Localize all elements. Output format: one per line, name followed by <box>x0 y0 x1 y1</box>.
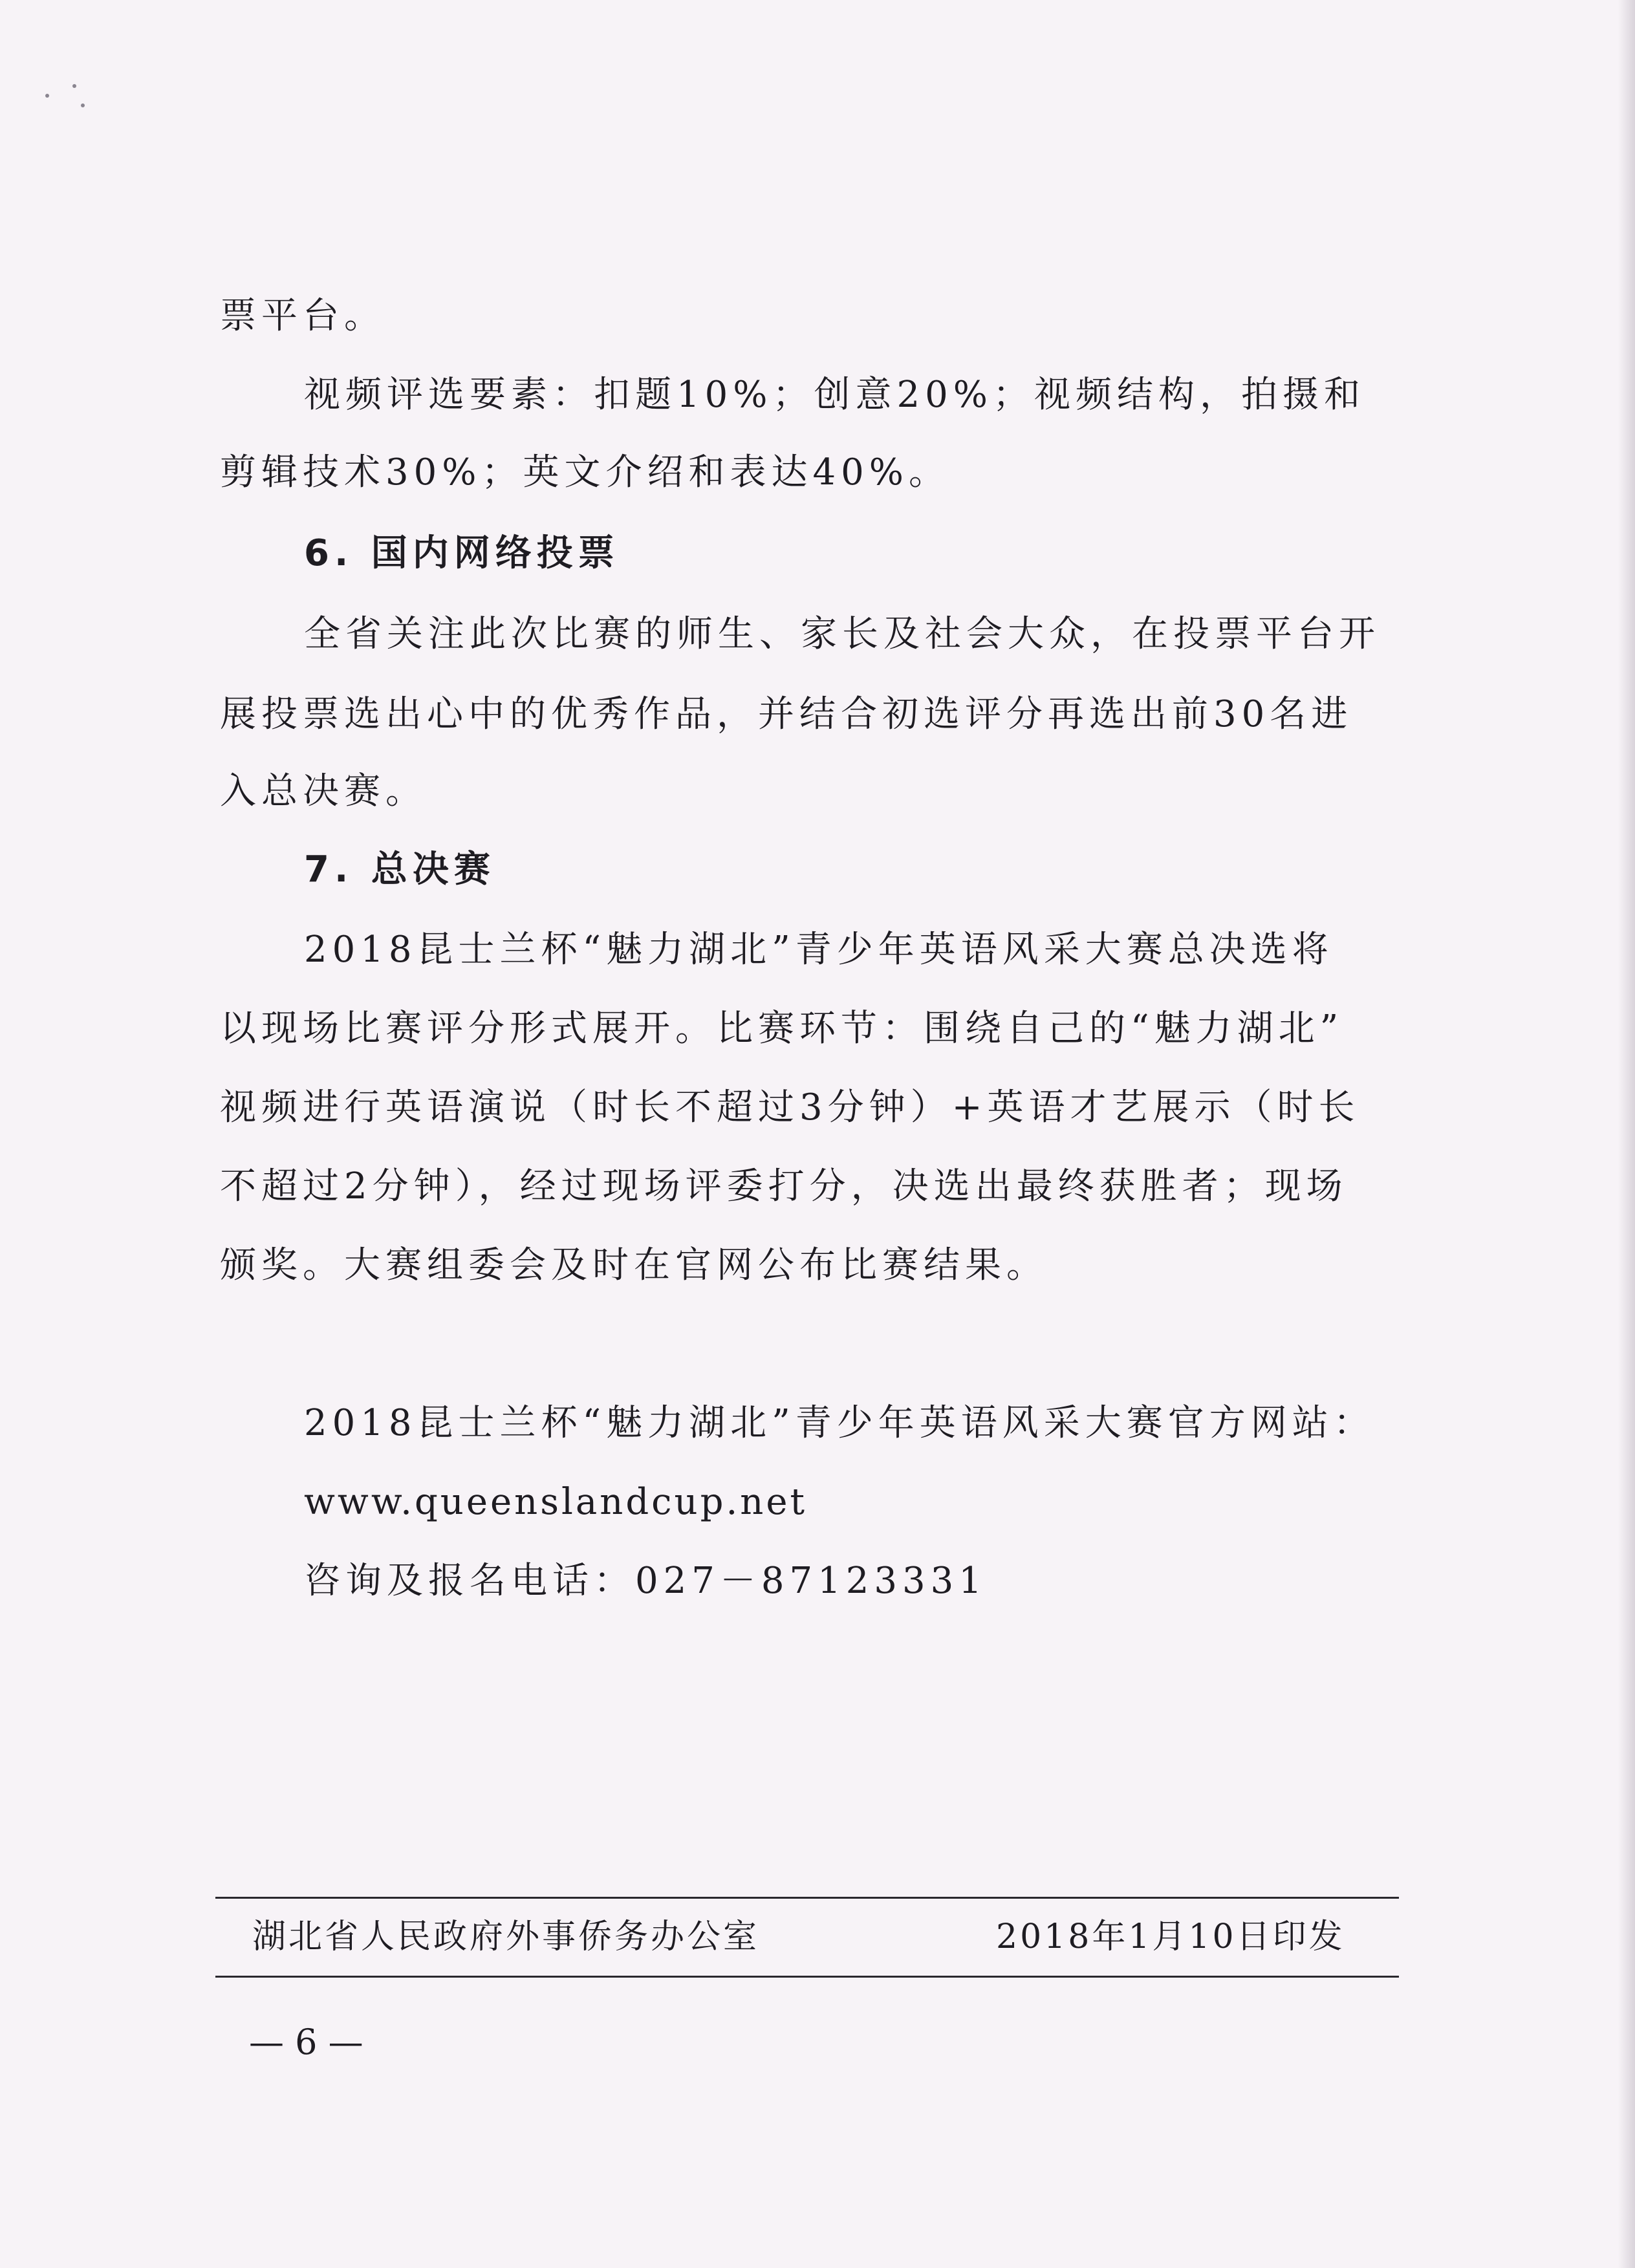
paragraph-line: 剪辑技术30%；英文介绍和表达40%。 <box>220 451 950 493</box>
website-url: www.queenslandcup.net <box>304 1481 807 1523</box>
scan-edge-shadow <box>1618 0 1635 2268</box>
website-label: 2018昆士兰杯“魅力湖北”青少年英语风采大赛官方网站： <box>304 1402 1375 1444</box>
paragraph-line: 不超过2分钟），经过现场评委打分，决选出最终获胜者；现场 <box>220 1165 1348 1207</box>
phone-line: 咨询及报名电话：027－87123331 <box>304 1560 987 1602</box>
paragraph-line: 票平台。 <box>220 295 385 337</box>
footer-bottom-rule <box>215 1976 1399 1978</box>
paragraph-line: 2018昆士兰杯“魅力湖北”青少年英语风采大赛总决选将 <box>304 929 1334 971</box>
footer-top-rule <box>215 1897 1399 1899</box>
paragraph-line: 颁奖。大赛组委会及时在官网公布比赛结果。 <box>220 1244 1048 1286</box>
paragraph-line: 展投票选出心中的优秀作品，并结合初选评分再选出前30名进 <box>220 693 1353 735</box>
scan-speck <box>72 84 76 88</box>
footer-issuer: 湖北省人民政府外事侨务办公室 <box>252 1917 760 1956</box>
page-number: — 6 — <box>249 2022 363 2062</box>
scan-speck <box>45 94 49 98</box>
section-heading: 6. 国内网络投票 <box>304 532 620 574</box>
paragraph-line: 视频评选要素：扣题10%；创意20%；视频结构，拍摄和 <box>304 374 1365 416</box>
footer-issue-date: 2018年1月10日印发 <box>996 1917 1345 1956</box>
scan-speck <box>81 103 85 107</box>
paragraph-line: 视频进行英语演说（时长不超过3分钟）+英语才艺展示（时长 <box>220 1086 1360 1129</box>
paragraph-line: 全省关注此次比赛的师生、家长及社会大众，在投票平台开 <box>304 613 1380 655</box>
section-heading: 7. 总决赛 <box>304 848 495 891</box>
paragraph-line: 入总决赛。 <box>220 770 427 812</box>
paragraph-line: 以现场比赛评分形式展开。比赛环节：围绕自己的“魅力湖北” <box>220 1008 1344 1050</box>
